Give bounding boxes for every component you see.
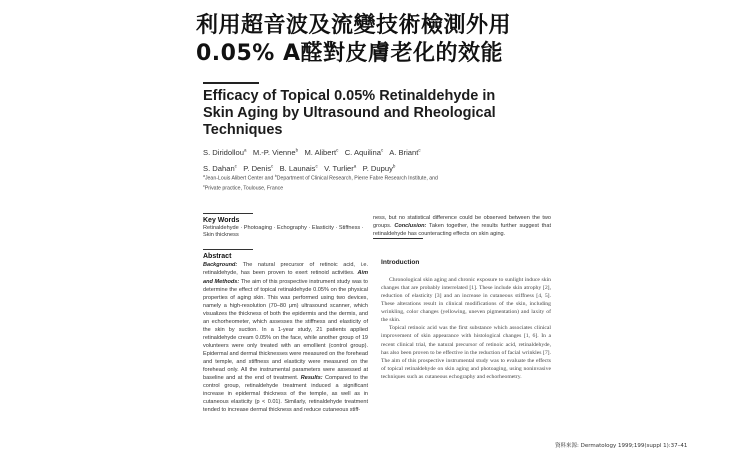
background-label: Background:	[203, 262, 238, 269]
results-label: Results:	[300, 375, 323, 382]
author: M.-P. Vienne$^b$	[252, 147, 299, 157]
author: B. Launais$^c$	[279, 163, 318, 174]
introduction-heading: Introduction	[381, 259, 420, 267]
conclusion-label: Conclusion:	[394, 223, 427, 230]
paper-excerpt	[196, 76, 556, 463]
author: M. Alibert$^c$	[304, 147, 339, 157]
header-rule	[203, 82, 259, 84]
keywords-text: Retinaldehyde · Photoaging · Echography · Elasticity · Stiffness · Skin thickness	[203, 225, 364, 239]
author: S. Diridollou$^a$	[203, 147, 247, 157]
left-column	[203, 213, 368, 414]
author: P. Dupuy$^b$	[362, 163, 396, 174]
abstract-heading: Abstract	[203, 253, 232, 261]
methods-label: Aim and Methods:	[203, 270, 368, 285]
author: A. Briant$^c$	[389, 147, 421, 157]
introduction-body	[373, 276, 551, 381]
paper-title: Efficacy of Topical 0.05% Retinaldehyde in Skin Aging by Ultrasound and Rheological Techniques	[203, 88, 496, 138]
author: P. Denis$^c$	[243, 163, 274, 174]
slide-title-line-2: 0.05% A醛對皮膚老化的效能	[196, 41, 504, 66]
author-line-1	[203, 143, 503, 160]
affiliations: $^a$Jean-Louis Alibert Center and $^b$Department of Clinical Research, Pierre Fabre Research Institute, and $^c$Private practice, Toulouse, France	[203, 174, 438, 192]
right-column	[373, 214, 551, 381]
author: C. Aquilina$^c$	[344, 147, 384, 157]
slide-title-line-1: 利用超音波及流變技術檢測外用	[196, 13, 512, 38]
author-list	[203, 143, 503, 176]
section-rule	[373, 238, 423, 239]
abstract-continuation: ness, but no statistical difference could be observed between the two groups. Conclusion: Taken together, the results further suggest that retinaldehyde has counteracting effects on skin aging.	[373, 215, 552, 238]
slide-title	[196, 12, 616, 68]
keywords-heading: Key Words	[203, 217, 240, 224]
author: S. Dahan$^c$	[203, 163, 237, 174]
introduction-paragraph: Chronological skin aging and chronic exposure to sunlight induce skin changes that are probably interrelated [1]. These include skin atrophy [2], reduction of elasticity [3] and an increase in cutaneous stiffness [4, 5]. These alterations result in clinical modifications of the skin, including wrinkling, color changes (yellowing, uneven pigmentation) and laxity of the skin.	[381, 277, 551, 324]
source-citation: 資料來源: Dermatology 1999;199(suppl 1):37–41	[555, 443, 688, 449]
introduction-paragraph: Topical retinoic acid was the first substance which associates clinical improvement of skin appearance with histological changes [1, 6]. In a recent clinical trial, the natural precursor of retinoic acid, retinaldehyde, has also been proven to be effective in the reduction of facial wrinkles [7]. The aim of this prospective instrumental study was to evaluate the effects of topical retinaldehyde on skin aging and photoaging, using noninvasive techniques such as cutaneous echography and echorheometry.	[381, 325, 551, 380]
section-rule	[203, 249, 253, 250]
abstract-body: Background: The natural precursor of retinoic acid, i.e. retinaldehyde, has been proven to exert retinoid activities. Aim and Methods: The aim of this prospective instrument study was to determine the effect of topical retinaldehyde 0.05% on the physical properties of aging skin. This was performed using two devices, namely a high-resolution (70–80 μm) ultrasound scanner, which visualizes the thickness of both the epidermis and the dermis, and an echorheometer, which assesses the stiffness and elasticity of the skin by suction. In a 1-year study, 21 patients applied retinaldehyde cream 0.05% on the face, while another group of 19 volunteers were only treated with an emollient (control group). Epidermal and dermal thicknesses were measured on the forehead and temple, and stiffness and elasticity were measured on the forehead only. All the instrumental parameters were assessed at baseline and at the end of treatment. Results: Compared to the control group, retinaldehyde treatment induced a significant increase in epidermal thickness of the temple, as well as in cutaneous elasticity (p < 0.01). Similarly, retinaldehyde treatment tended to increase dermal thickness and reduce cutaneous stiff-	[203, 262, 369, 414]
author: V. Turlier$^a$	[324, 163, 357, 174]
section-rule	[203, 213, 253, 214]
